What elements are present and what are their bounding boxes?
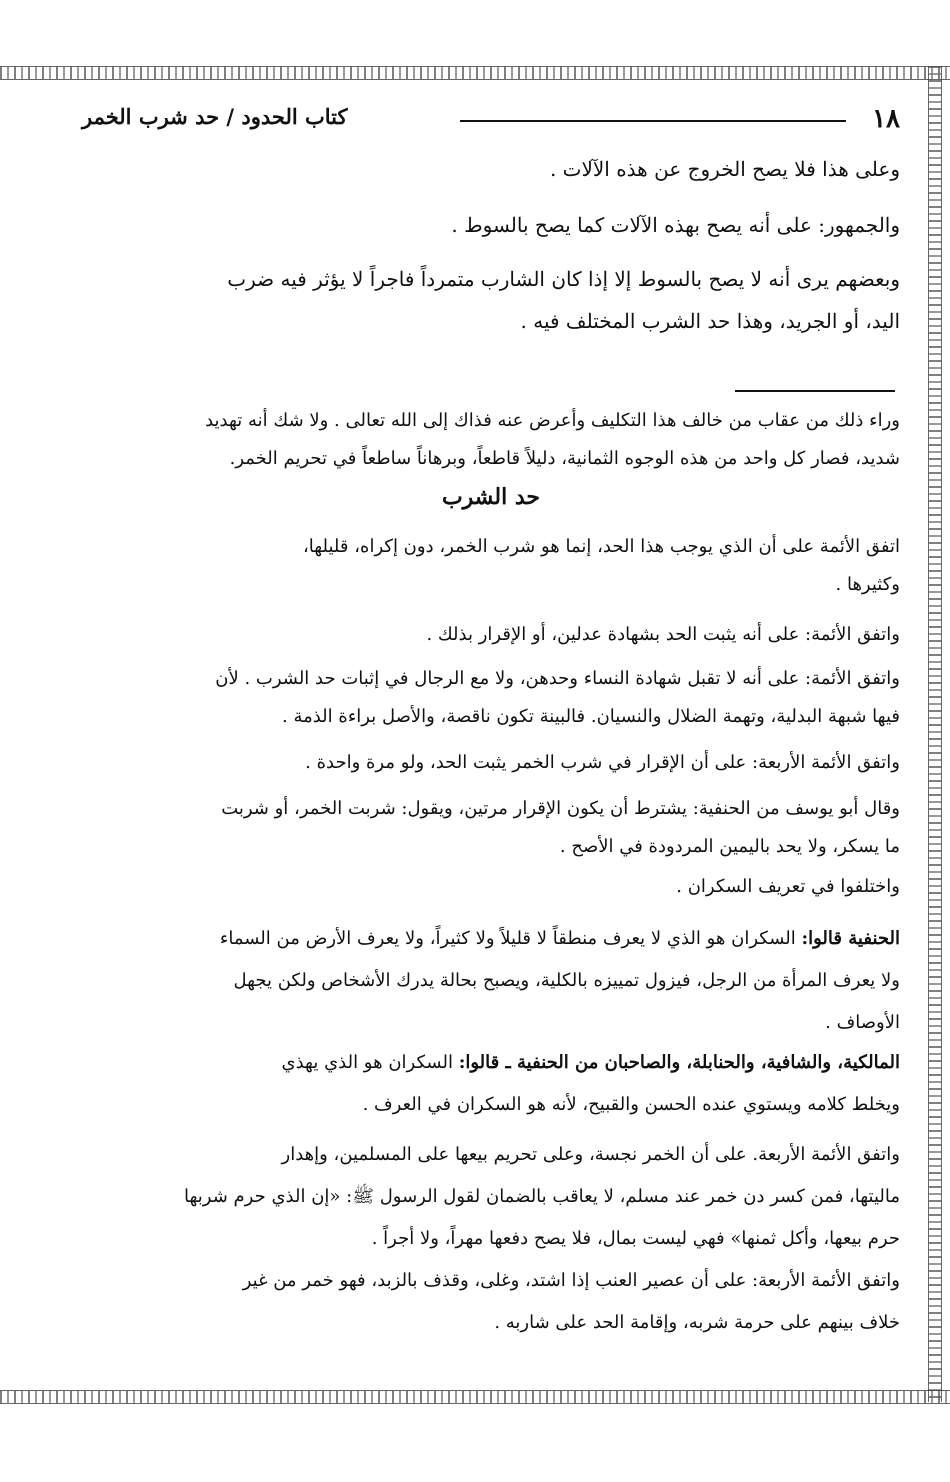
paragraph-line: حرم بيعها، وأكل ثمنها» فهي ليست بمال، فلا يصح دفعها مهراً، ولا أجراً .: [371, 1228, 900, 1249]
paragraph-text: السكران هو الذي يهذي: [281, 1052, 459, 1073]
paragraph: [82, 204, 900, 246]
paragraph: [82, 790, 900, 866]
paragraph: [82, 918, 900, 1044]
page-header: [82, 104, 900, 138]
paragraph: [82, 866, 900, 908]
paragraph-line: والجمهور: على أنه يصح بهذه الآلات كما يصح بالسوط .: [451, 213, 900, 237]
paragraph: [82, 258, 900, 342]
paragraph-line: ولا يعرف المرأة من الرجل، فيزول تمييزه بالكلية، ويصبح بحالة يدرك الأشخاص ولكن يجهل: [233, 970, 900, 991]
paragraph-line: واتفق الأئمة: على أنه لا تقبل شهادة النساء وحدهن، ولا مع الرجال في إثبات حد الشرب . لأن: [215, 668, 900, 689]
paragraph-line: ما يسكر، ولا يحد باليمين المردودة في الأصح .: [559, 836, 900, 857]
footnote-separator: [735, 390, 895, 392]
school-label-hanafi: الحنفية قالوا:: [801, 928, 900, 949]
paragraph-line: وبعضهم يرى أنه لا يصح بالسوط إلا إذا كان الشارب متمرداً فاجراً لا يؤثر فيه ضرب: [227, 267, 900, 291]
paragraph-line: ويخلط كلامه ويستوي عنده الحسن والقبيح، لأنه هو السكران في العرف .: [362, 1094, 900, 1115]
section-heading: حد الشرب: [441, 484, 541, 510]
paragraph-line: واتفق الأئمة الأربعة: على أن عصير العنب إذا اشتد، وغلى، وقذف بالزبد، فهو خمر من غير: [242, 1270, 900, 1291]
paragraph: [82, 742, 900, 784]
paragraph-line: [82, 918, 900, 960]
paragraph-line: واتفق الأئمة الأربعة: على أن الإقرار في شرب الخمر يثبت الحد، ولو مرة واحدة .: [305, 752, 900, 773]
paragraph-line: وعلى هذا فلا يصح الخروج عن هذه الآلات .: [549, 157, 900, 181]
paragraph: [82, 148, 900, 190]
page-number: ١٨: [872, 104, 900, 134]
footnote-line: شديد، فصار كل واحد من هذه الوجوه الثمانية، دليلاً قاطعاً، وبرهاناً ساطعاً في تحريم الخمر.: [229, 448, 900, 469]
paragraph-line: واتفق الأئمة الأربعة. على أن الخمر نجسة، وعلى تحريم بيعها على المسلمين، وإهدار: [281, 1144, 900, 1165]
paragraph-line: فيها شبهة البدلية، وتهمة الضلال والنسيان. فالبينة تكون ناقصة، والأصل براءة الذمة .: [282, 706, 900, 727]
paragraph-line: واختلفوا في تعريف السكران .: [676, 876, 900, 897]
paragraph-line: [82, 1042, 900, 1084]
footnote: [82, 402, 900, 478]
paragraph: [82, 528, 900, 604]
paragraph: [82, 660, 900, 736]
top-ornamental-border: [0, 66, 950, 80]
paragraph-line: اتفق الأئمة على أن الذي يوجب هذا الحد، إنما هو شرب الخمر، دون إكراه، قليلها،: [302, 536, 900, 557]
header-rule: [460, 120, 846, 122]
paragraph-line: ماليتها، فمن كسر دن خمر عند مسلم، لا يعاقب بالضمان لقول الرسول ﷺ: «إن الذي حرم شربها: [184, 1186, 900, 1207]
paragraph-text: السكران هو الذي لا يعرف منطقاً لا قليلاً ولا كثيراً، ولا يعرف الأرض من السماء: [219, 928, 802, 949]
paragraph: [82, 614, 900, 656]
paragraph-line: وكثيرها .: [835, 574, 900, 595]
school-label-majority: المالكية، والشافية، والحنابلة، والصاحبان من الحنفية ـ قالوا:: [458, 1052, 900, 1073]
paragraph-line: اليد، أو الجريد، وهذا حد الشرب المختلف فيه .: [520, 309, 900, 333]
paragraph-line: واتفق الأئمة: على أنه يثبت الحد بشهادة عدلين، أو الإقرار بذلك .: [426, 624, 900, 645]
footnote-line: وراء ذلك من عقاب من خالف هذا التكليف وأعرض عنه فذاك إلى الله تعالى . ولا شك أنه تهديد: [205, 410, 900, 431]
paragraph-line: وقال أبو يوسف من الحنفية: يشترط أن يكون الإقرار مرتين، ويقول: شربت الخمر، أو شربت: [221, 798, 900, 819]
paragraph-line: الأوصاف .: [825, 1012, 900, 1033]
running-title: كتاب الحدود / حد شرب الخمر: [82, 104, 348, 129]
paragraph: [82, 1042, 900, 1126]
bottom-ornamental-border: [0, 1390, 950, 1404]
right-ornamental-border: [928, 66, 942, 1402]
paragraph: [82, 1134, 900, 1260]
paragraph: [82, 1260, 900, 1344]
paragraph-line: خلاف بينهم على حرمة شربه، وإقامة الحد على شاربه .: [494, 1312, 900, 1333]
